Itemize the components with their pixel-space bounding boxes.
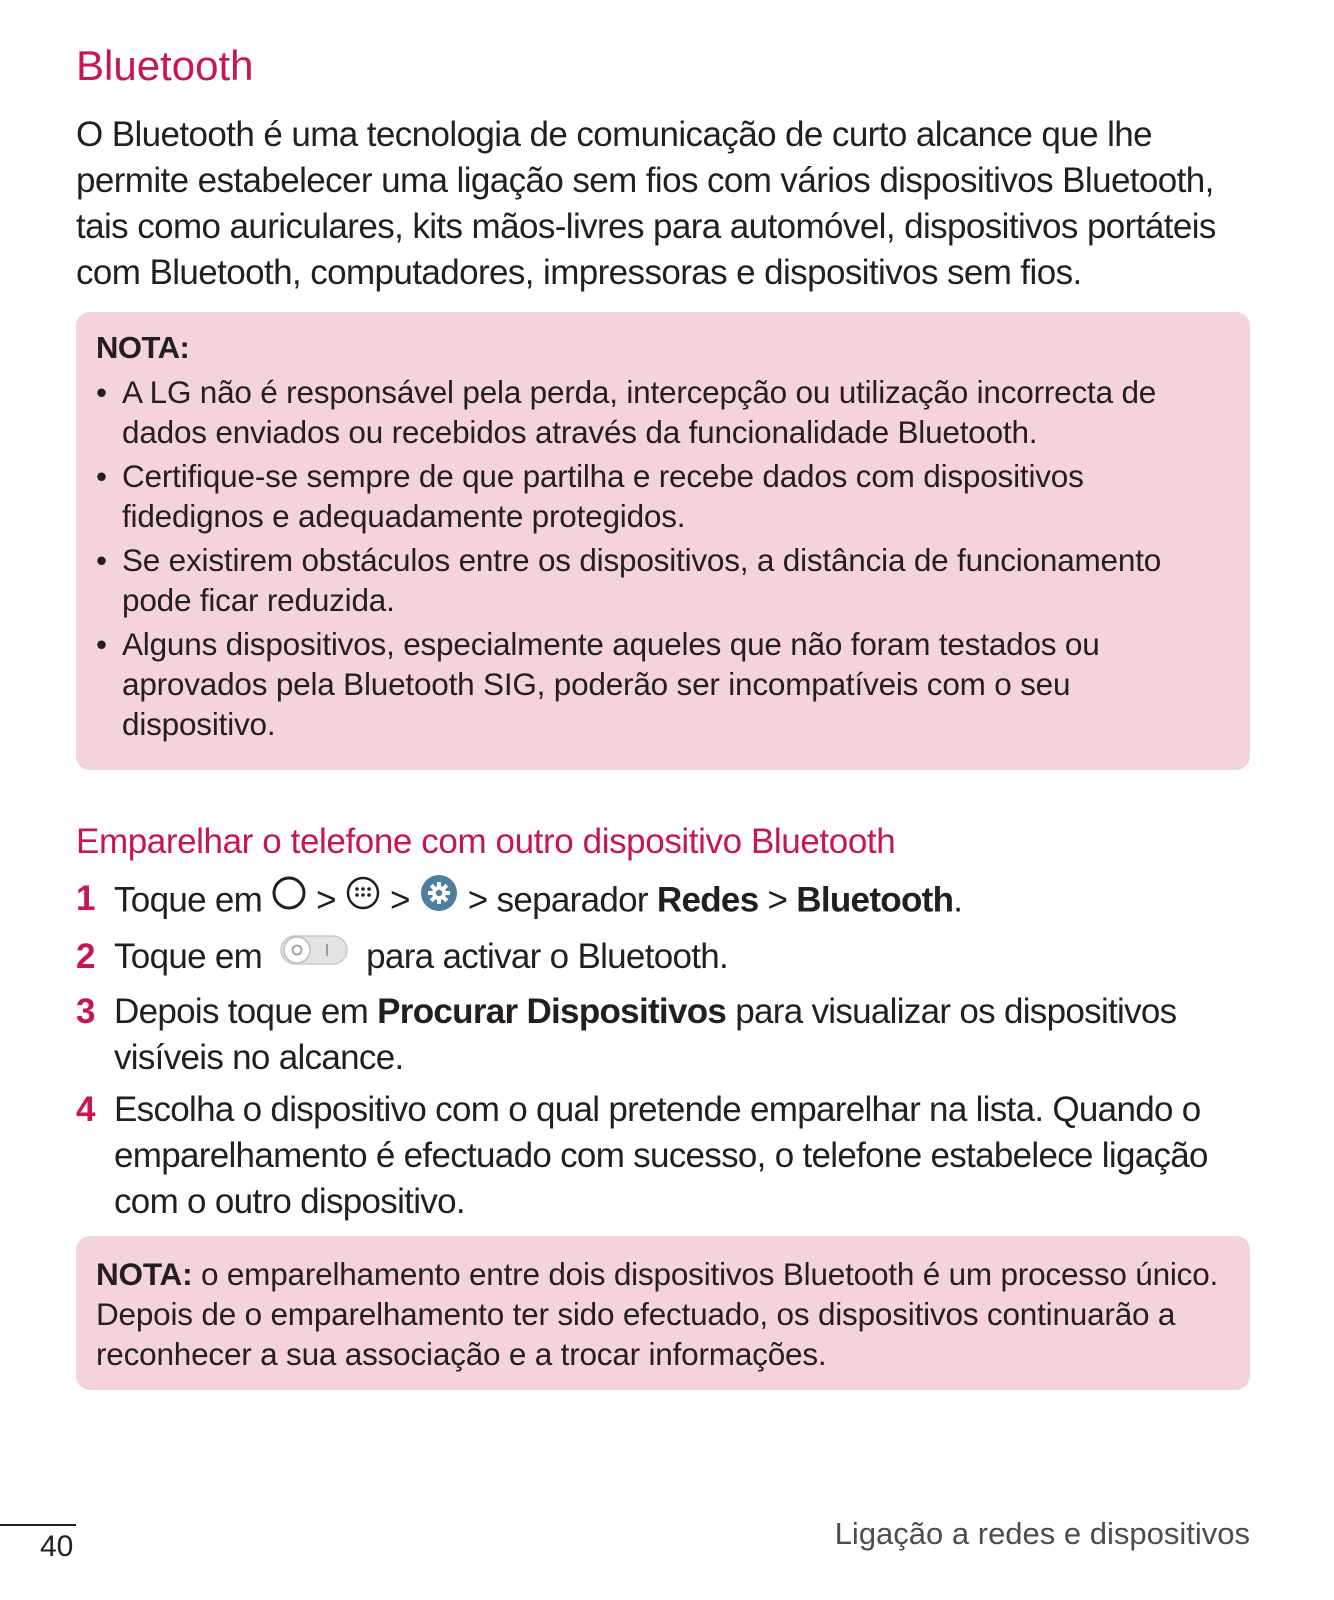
step-text: Depois toque em <box>114 991 369 1031</box>
note-item-text: Se existirem obstáculos entre os dispositivos, a distância de funcionamento pode ficar reduzida. <box>122 542 1162 618</box>
note-list <box>96 372 1230 744</box>
step-bold: Redes <box>656 880 759 920</box>
note-item <box>96 624 1230 744</box>
step-text: para visualizar os dispositivos visíveis no alcance. <box>114 991 1177 1077</box>
section-subtitle: Emparelhar o telefone com outro dispositivo Bluetooth <box>76 822 896 861</box>
page-title: Bluetooth <box>76 42 254 89</box>
note-item-text: A LG não é responsável pela perda, intercepção ou utilização incorrecta de dados enviados ou recebidos através da funcionalidade Bluetooth. <box>122 374 1157 450</box>
note-paragraph <box>96 1254 1230 1374</box>
note-box-2 <box>76 1236 1250 1390</box>
bullet: • <box>96 542 107 578</box>
note-heading: NOTA: <box>96 1256 193 1292</box>
page-number: 40 <box>40 1530 74 1563</box>
separator: > <box>316 880 336 920</box>
note-item <box>96 456 1230 536</box>
step-number: 2 <box>76 937 95 976</box>
intro-paragraph: O Bluetooth é uma tecnologia de comunicação de curto alcance que lhe permite estabelecer uma ligação sem fios com vários dispositivos Bluetooth, tais como auriculares, kits mãos-livres para automóvel, dispositivos portáteis com Bluetooth, computadores, impressoras e dispositivos sem fios. <box>76 115 1216 292</box>
note-box <box>76 312 1250 770</box>
settings-gear-icon <box>419 873 459 925</box>
separator: > <box>767 880 788 920</box>
step-text: . <box>953 880 963 920</box>
apps-grid-icon <box>345 875 381 923</box>
step-text: > separador <box>467 880 648 920</box>
step-2 <box>76 934 1256 983</box>
step-bold: Procurar Dispositivos <box>377 991 727 1031</box>
toggle-off-icon <box>279 932 349 980</box>
bullet: • <box>96 458 107 494</box>
step-text: para activar o Bluetooth. <box>366 937 729 976</box>
home-circle-icon <box>271 875 307 923</box>
step-4 <box>76 1087 1256 1225</box>
step-text: Toque em <box>114 880 263 920</box>
step-number: 4 <box>76 1089 95 1129</box>
footer-rule <box>0 1524 76 1526</box>
note-item <box>96 372 1230 452</box>
note-item <box>96 540 1230 620</box>
note-item-text: Alguns dispositivos, especialmente aqueles que não foram testados ou aprovados pela Bluetooth SIG, poderão ser incompatíveis com o seu dispositivo. <box>122 626 1100 742</box>
steps-list <box>76 876 1256 1231</box>
step-bold: Bluetooth <box>796 880 954 920</box>
step-3 <box>76 989 1256 1081</box>
bullet: • <box>96 626 107 662</box>
chapter-title: Ligação a redes e dispositivos <box>834 1516 1250 1551</box>
bullet: • <box>96 374 107 410</box>
separator: > <box>389 880 410 920</box>
note-text: o emparelhamento entre dois dispositivos Bluetooth é um processo único. Depois de o emparelhamento ter sido efectuado, os dispositivos continuarão a reconhecer a sua associação e a trocar informações. <box>96 1256 1219 1372</box>
step-1 <box>76 876 1256 928</box>
step-number: 1 <box>76 879 95 918</box>
note-heading: NOTA: <box>96 330 190 365</box>
step-text: Toque em <box>114 937 263 976</box>
note-item-text: Certifique-se sempre de que partilha e recebe dados com dispositivos fidedignos e adequadamente protegidos. <box>122 458 1084 534</box>
step-text: Escolha o dispositivo com o qual pretende emparelhar na lista. Quando o emparelhamento é efectuado com sucesso, o telefone estabelece ligação com o outro dispositivo. <box>114 1089 1208 1221</box>
step-number: 3 <box>76 991 95 1031</box>
